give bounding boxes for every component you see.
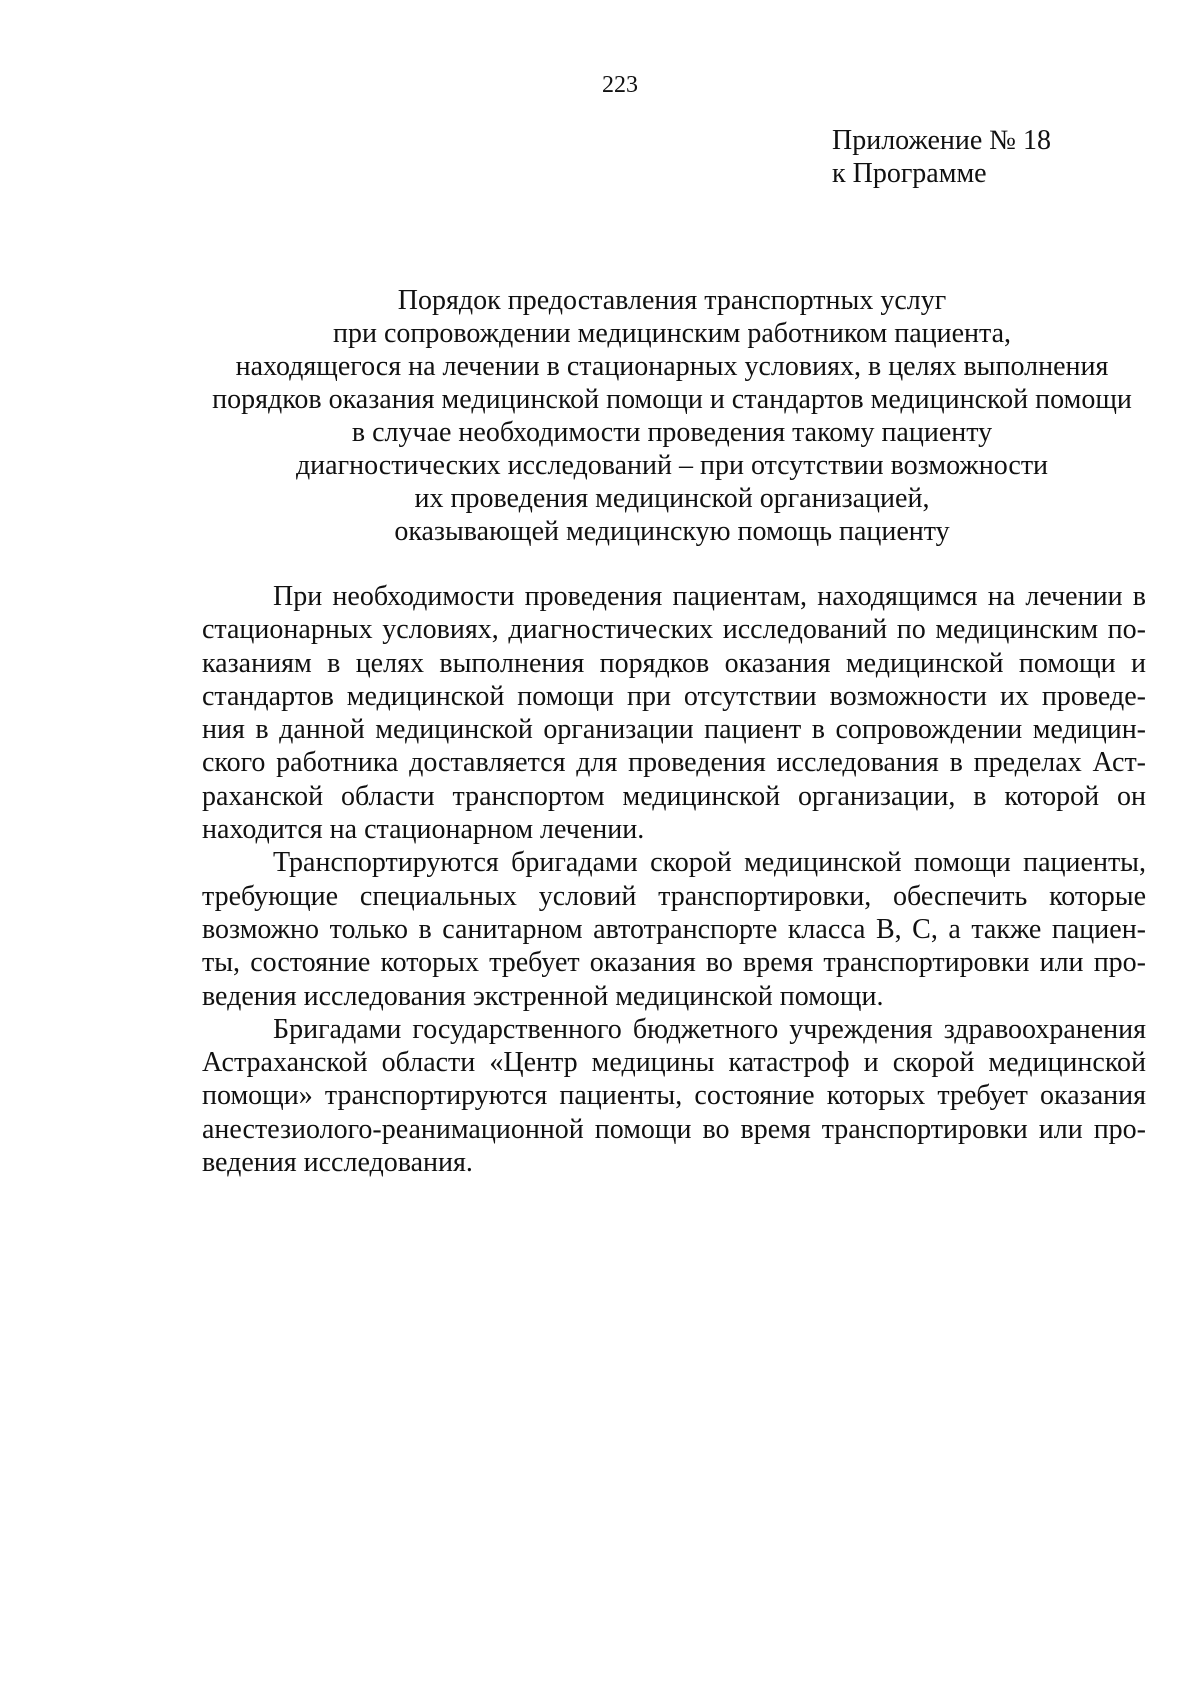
text-line: возможно только в санитарном автотранспорте класса В, С, а также пациен- xyxy=(202,913,1146,945)
title-line: оказывающей медицинскую помощь пациенту xyxy=(394,516,950,547)
title-line: диагностических исследований – при отсутствии возможности xyxy=(295,450,1049,481)
title-line: при сопровождении медицинским работником пациента, xyxy=(332,318,1012,349)
text-line: ведения исследования. xyxy=(202,1147,473,1179)
text-line: казаниям в целях выполнения порядков оказания медицинской помощи и xyxy=(202,647,1146,679)
text-line: Бригадами государственного бюджетного учреждения здравоохранения xyxy=(273,1013,1146,1045)
paragraph-3 xyxy=(202,1013,1146,1179)
text-line: стационарных условиях, диагностических исследований по медицинским по- xyxy=(202,614,1146,646)
paragraph-1 xyxy=(202,580,1146,846)
title-line: Порядок предоставления транспортных услуг xyxy=(397,285,947,316)
text-line: При необходимости проведения пациентам, находящимся на лечении в xyxy=(273,581,1146,612)
text-line: анестезиолого-реанимационной помощи во время транспортировки или про- xyxy=(202,1113,1146,1145)
title-line: порядков оказания медицинской помощи и стандартов медицинской помощи xyxy=(212,384,1132,415)
title-line: их проведения медицинской организацией, xyxy=(414,483,930,514)
text-line: ты, состояние которых требует оказания во время транспортировки или про- xyxy=(202,947,1146,979)
text-line: ского работника доставляется для проведения исследования в пределах Аст- xyxy=(202,747,1146,779)
text-line: стандартов медицинской помощи при отсутствии возможности их проведе- xyxy=(202,680,1146,712)
text-line: Астраханской области «Центр медицины катастроф и скорой медицинской xyxy=(202,1047,1146,1079)
paragraph-2 xyxy=(202,846,1146,1012)
text-line: ния в данной медицинской организации пациент в сопровождении медицин- xyxy=(202,714,1146,746)
appendix-program: к Программе xyxy=(832,158,987,189)
text-line: ведения исследования экстренной медицинской помощи. xyxy=(202,980,884,1012)
page-number: 223 xyxy=(602,72,638,98)
title-line: в случае необходимости проведения такому пациенту xyxy=(351,417,993,448)
appendix-reference xyxy=(832,124,1051,190)
title-line: находящегося на лечении в стационарных условиях, в целях выполнения xyxy=(235,351,1109,382)
text-line: требующие специальных условий транспортировки, обеспечить которые xyxy=(202,880,1146,912)
text-line: Транспортируются бригадами скорой медицинской помощи пациенты, xyxy=(273,847,1146,879)
document-body xyxy=(202,580,1146,1179)
document-title xyxy=(200,284,1144,548)
text-line: раханской области транспортом медицинской организации, в которой он xyxy=(202,780,1146,812)
text-line: находится на стационарном лечении. xyxy=(202,814,645,846)
text-line: помощи» транспортируются пациенты, состояние которых требует оказания xyxy=(202,1080,1146,1112)
appendix-number: Приложение № 18 xyxy=(832,125,1051,156)
